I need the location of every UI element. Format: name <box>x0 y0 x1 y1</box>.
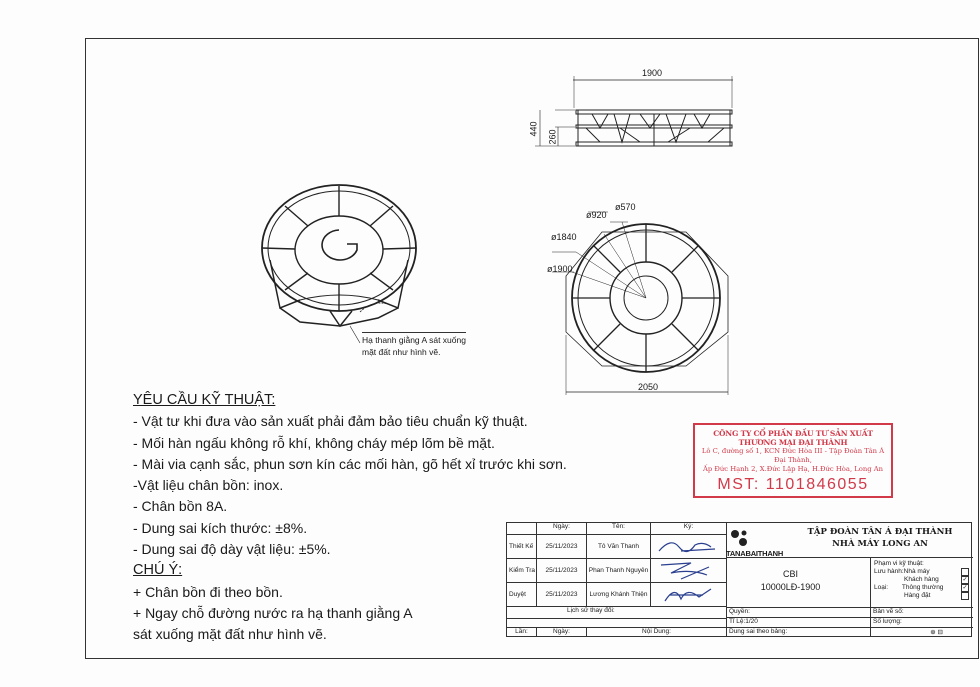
perspective-view <box>262 185 416 343</box>
side-elevation-view <box>535 76 733 146</box>
type-normal: Thông thường <box>901 584 944 591</box>
stamp-company-name: CÔNG TY CỔ PHẦN ĐẦU TƯ SẢN XUẤT THƯƠNG MẠI ĐẠI THÀNH <box>713 429 873 447</box>
corporation-line2: NHÀ MÁY LONG AN <box>832 539 928 549</box>
checkbox-normal[interactable]: ✓ <box>962 585 968 591</box>
weld-note <box>362 332 466 358</box>
stamp-address-line1: Lô C, đường số 1, KCN Đức Hòa III - Tập Đoàn Tân Á Đại Thành, <box>701 447 885 464</box>
authority-label: Quyền: <box>727 608 871 618</box>
type-special: Hàng đặt <box>904 592 931 599</box>
role-approver: Duyệt <box>507 583 537 607</box>
plan-view <box>552 212 728 395</box>
scope-panel <box>871 558 973 608</box>
company-logo-icon <box>728 528 750 548</box>
product-line2: 10000LĐ-1900 <box>760 582 821 592</box>
signature-icon <box>651 559 725 581</box>
scale-label: Tỉ Lệ:1/20 <box>727 618 871 628</box>
footer-times: Lần: <box>507 628 537 637</box>
product-code <box>733 568 848 594</box>
dim-d1840-label: ø1840 <box>551 232 577 242</box>
signature-designer <box>651 535 727 559</box>
requirement-item: - Dung sai độ dày vật liệu: ±5%. <box>133 541 331 558</box>
dim-base-label: 2050 <box>638 382 659 392</box>
dim-d570-label: ø570 <box>615 202 636 212</box>
corporation-line1: TẬP ĐOÀN TÂN Á ĐẠI THÀNH <box>807 527 953 537</box>
requirements-title: YÊU CẦU KỸ THUẬT: <box>133 392 276 408</box>
scope-circulation: Lưu hành:Nhà máy <box>874 568 930 575</box>
requirement-item: - Mối hàn ngấu không rỗ khí, không cháy mép lõm bề mặt. <box>133 434 495 451</box>
checkbox-factory[interactable] <box>961 568 969 576</box>
weld-note-line2: mặt đất như hình vẽ. <box>362 347 441 357</box>
note-item: sát xuống mặt đất như hình vẽ. <box>133 626 327 643</box>
requirement-item: - Chân bồn 8A. <box>133 498 228 515</box>
dim-d1900-label: ø1900 <box>547 264 573 274</box>
requirement-item: -Vật liệu chân bồn: inox. <box>133 477 284 494</box>
notes-title: CHÚ Ý: <box>133 562 183 579</box>
company-logo-text: TANABAITHANH <box>726 549 784 558</box>
requirement-item: - Dung sai kích thước: ±8%. <box>133 519 308 536</box>
tolerance-label: Dung sai theo bảng: <box>727 628 871 637</box>
signature-icon <box>651 583 725 605</box>
type-label: Loại: <box>874 584 889 591</box>
projection-symbol: ⊕ ⊟ <box>930 629 943 636</box>
dim-width-label: 1900 <box>642 68 663 78</box>
drawing-number-label: Bản vẽ số: <box>871 608 973 618</box>
name-designer: Tô Văn Thanh <box>587 535 651 559</box>
role-designer: Thiết Kế <box>507 535 537 559</box>
stamp-address-line2: Ấp Đức Hạnh 2, X.Đức Lập Hạ, H.Đức Hòa, Long An <box>702 465 884 473</box>
col-name-header: Tên: <box>587 523 651 535</box>
note-item: + Chân bồn đi theo bồn. <box>133 583 283 600</box>
dim-d920-label: ø920 <box>586 210 607 220</box>
requirement-item: - Mài via cạnh sắc, phun sơn kín các mối hàn, gõ hết xỉ trước khi sơn. <box>133 455 567 472</box>
name-approver: Lương Khánh Thiện <box>587 583 651 607</box>
scope-title: Phạm vi kỹ thuật: <box>874 560 924 567</box>
quantity-label: Số lượng: <box>871 618 973 628</box>
role-checker: Kiểm Tra <box>507 559 537 583</box>
date-checker: 25/11/2023 <box>537 559 587 583</box>
stamp-tax-code: MST: 1101846055 <box>717 476 869 493</box>
dim-height-lower-label: 260 <box>547 129 558 145</box>
note-item: + Ngay chỗ đường nước ra hạ thanh giằng A <box>133 604 413 621</box>
date-approver: 25/11/2023 <box>537 583 587 607</box>
dim-height-total-label: 440 <box>528 121 539 137</box>
product-line1: CBI <box>782 569 798 579</box>
footer-content: Nội Dung: <box>587 628 727 637</box>
signature-approver <box>651 583 727 607</box>
weld-note-line1: Hạ thanh giằng A sát xuống <box>362 335 466 345</box>
checkbox-customer[interactable]: ✓ <box>962 577 968 583</box>
checkbox-special[interactable] <box>961 592 969 600</box>
history-label: Lịch sử thay đổi: <box>507 607 727 619</box>
date-designer: 25/11/2023 <box>537 535 587 559</box>
signature-checker <box>651 559 727 583</box>
requirement-item: - Vật tư khi đưa vào sản xuất phải đảm bảo tiêu chuẩn kỹ thuật. <box>133 413 528 430</box>
signature-icon <box>651 535 725 557</box>
footer-date: Ngày: <box>537 628 587 637</box>
corporation-name <box>795 526 965 550</box>
col-date-header: Ngày: <box>537 523 587 535</box>
company-stamp <box>693 423 893 498</box>
scope-customer: Khách hàng <box>904 576 939 583</box>
col-sign-header: Ký: <box>651 523 727 535</box>
name-checker: Phan Thanh Nguyên <box>587 559 651 583</box>
